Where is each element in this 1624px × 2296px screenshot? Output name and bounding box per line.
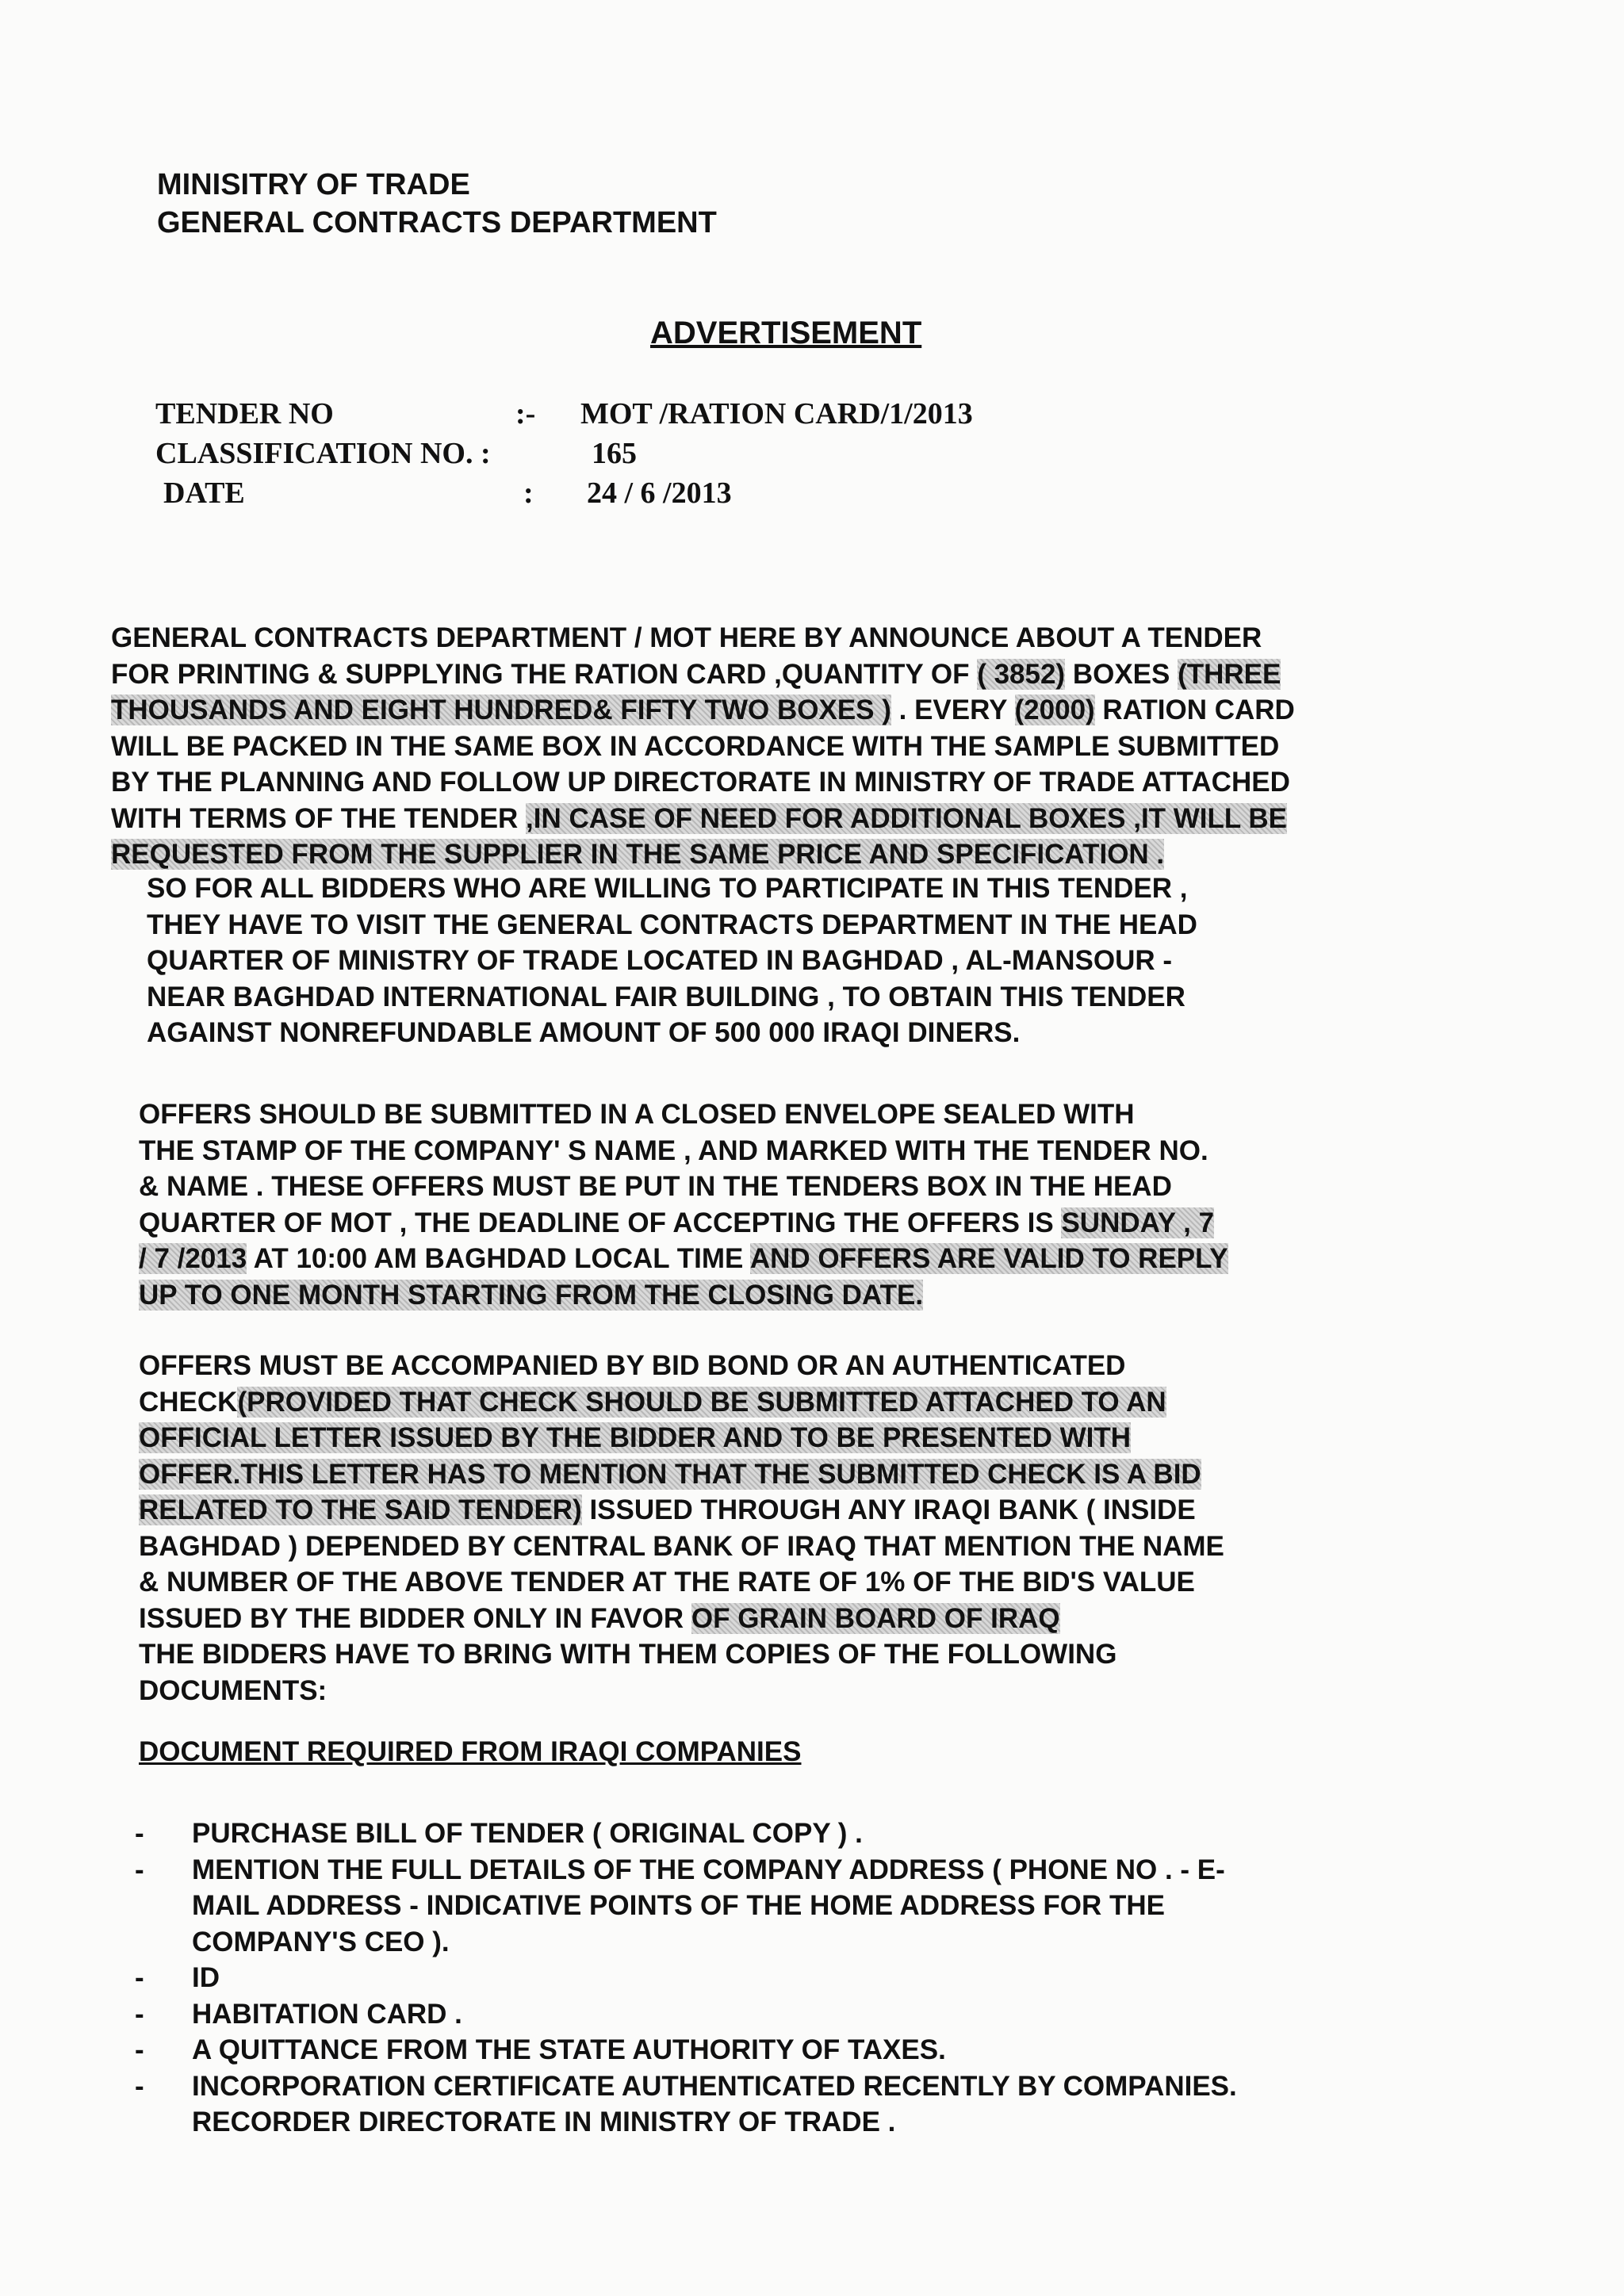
text-segment: SO FOR ALL BIDDERS WHO ARE WILLING TO PARTICIPATE IN THIS TENDER , xyxy=(147,873,1188,904)
text-segment: AGAINST NONREFUNDABLE AMOUNT OF 500 000 IRAQI DINERS. xyxy=(147,1017,1021,1048)
highlighted-text: OF GRAIN BOARD OF IRAQ xyxy=(691,1602,1060,1634)
document-item-text: HABITATION CARD . xyxy=(192,1998,462,2030)
paragraph-line xyxy=(139,1096,1423,1133)
highlighted-text: ,IN CASE OF NEED FOR ADDITIONAL BOXES ,IT WILL BE xyxy=(526,802,1288,834)
text-segment: WILL BE PACKED IN THE SAME BOX IN ACCORDANCE WITH THE SAMPLE SUBMITTED xyxy=(111,730,1280,762)
text-segment: & NAME . THESE OFFERS MUST BE PUT IN THE TENDERS BOX IN THE HEAD xyxy=(139,1171,1172,1202)
text-segment: BOXES xyxy=(1065,658,1178,690)
date-value: 24 / 6 /2013 xyxy=(587,476,732,510)
text-segment: RATION CARD xyxy=(1094,695,1295,725)
highlighted-text: AND OFFERS ARE VALID TO REPLY xyxy=(749,1243,1228,1274)
list-dash: - xyxy=(135,1998,144,2030)
text-segment: DOCUMENTS: xyxy=(139,1674,327,1706)
tender-no-label: TENDER NO xyxy=(155,397,334,430)
text-segment: QUARTER OF MINISTRY OF TRADE LOCATED IN BAGHDAD , AL-MANSOUR - xyxy=(147,945,1173,976)
paragraph-line xyxy=(139,1456,1423,1493)
paragraph-line xyxy=(139,1601,1423,1637)
paragraph-line xyxy=(139,1564,1423,1601)
text-segment: & NUMBER OF THE ABOVE TENDER AT THE RATE OF 1% OF THE BID'S VALUE xyxy=(139,1567,1195,1598)
text-segment: AT 10:00 AM BAGHDAD LOCAL TIME xyxy=(247,1243,750,1274)
paragraph-line xyxy=(147,871,1431,907)
highlighted-text: RELATED TO THE SAID TENDER) xyxy=(139,1494,582,1525)
paragraph-line xyxy=(139,1529,1423,1565)
paragraph-line xyxy=(111,692,1475,729)
announcement-paragraph xyxy=(111,620,1475,873)
highlighted-text: THOUSANDS AND EIGHT HUNDRED& FIFTY TWO BOXES ) xyxy=(111,695,891,725)
paragraph-line xyxy=(147,1015,1431,1051)
list-dash: - xyxy=(135,1818,144,1849)
paragraph-line xyxy=(139,1241,1423,1277)
paragraph-line xyxy=(147,979,1431,1016)
classification-no-value: 165 xyxy=(592,437,637,470)
paragraph-line xyxy=(139,1673,1423,1709)
text-segment: BY THE PLANNING AND FOLLOW UP DIRECTORATE IN MINISTRY OF TRADE ATTACHED xyxy=(111,767,1290,798)
document-item-text: A QUITTANCE FROM THE STATE AUTHORITY OF TAXES. xyxy=(192,2034,946,2065)
document-item-text: INCORPORATION CERTIFICATE AUTHENTICATED RECENTLY BY COMPANIES. xyxy=(192,2070,1237,2102)
highlighted-text: OFFICIAL LETTER ISSUED BY THE BIDDER AND TO BE PRESENTED WITH xyxy=(139,1422,1132,1453)
highlighted-text: UP TO ONE MONTH STARTING FROM THE CLOSING DATE. xyxy=(139,1279,924,1311)
classification-no-label: CLASSIFICATION NO. : xyxy=(155,437,491,470)
list-dash: - xyxy=(135,1854,144,1885)
document-item-text: ID xyxy=(192,1962,220,1993)
text-segment: ISSUED THROUGH ANY IRAQI BANK ( INSIDE xyxy=(581,1494,1196,1525)
paragraph-line xyxy=(111,656,1475,693)
document-item xyxy=(135,2032,1237,2068)
highlighted-text: (THREE xyxy=(1178,658,1281,690)
document-item xyxy=(135,1816,1237,1852)
paragraph-line xyxy=(111,836,1475,873)
text-segment: FOR PRINTING & SUPPLYING THE RATION CARD ,QUANTITY OF xyxy=(111,658,978,690)
date-sep: : xyxy=(523,476,534,510)
text-segment: BAGHDAD ) DEPENDED BY CENTRAL BANK OF IRAQ THAT MENTION THE NAME xyxy=(139,1530,1224,1562)
text-segment: OFFERS SHOULD BE SUBMITTED IN A CLOSED ENVELOPE SEALED WITH xyxy=(139,1099,1135,1130)
documents-heading: DOCUMENT REQUIRED FROM IRAQI COMPANIES xyxy=(139,1736,802,1767)
highlighted-text: OFFER.THIS LETTER HAS TO MENTION THAT THE SUBMITTED CHECK IS A BID xyxy=(139,1458,1201,1490)
paragraph-line xyxy=(111,801,1475,837)
text-segment: QUARTER OF MOT , THE DEADLINE OF ACCEPTING THE OFFERS IS xyxy=(139,1207,1062,1238)
paragraph-line xyxy=(139,1636,1423,1673)
highlighted-text: (PROVIDED THAT CHECK SHOULD BE SUBMITTED ATTACHED TO AN xyxy=(237,1386,1166,1418)
text-segment: NEAR BAGHDAD INTERNATIONAL FAIR BUILDING , TO OBTAIN THIS TENDER xyxy=(147,981,1185,1012)
highlighted-text: REQUESTED FROM THE SUPPLIER IN THE SAME PRICE AND SPECIFICATION . xyxy=(111,839,1165,870)
highlighted-text: SUNDAY , 7 xyxy=(1061,1207,1215,1238)
text-segment: THE BIDDERS HAVE TO BRING WITH THEM COPIES OF THE FOLLOWING xyxy=(139,1639,1117,1670)
ministry-name: MINISITRY OF TRADE xyxy=(157,168,470,201)
bidders-visit-paragraph xyxy=(147,871,1431,1051)
highlighted-text: (2000) xyxy=(1014,695,1095,725)
document-item-text: COMPANY'S CEO ). xyxy=(192,1926,450,1957)
document-item-text: MENTION THE FULL DETAILS OF THE COMPANY ADDRESS ( PHONE NO . - E- xyxy=(192,1854,1225,1885)
paragraph-line xyxy=(139,1133,1423,1169)
text-segment: OFFERS MUST BE ACCOMPANIED BY BID BOND OR AN AUTHENTICATED xyxy=(139,1350,1126,1381)
paragraph-line xyxy=(111,764,1475,801)
highlighted-text: ( 3852) xyxy=(977,658,1066,690)
paragraph-line xyxy=(139,1492,1423,1529)
paragraph-line xyxy=(139,1420,1423,1456)
paragraph-line xyxy=(147,907,1431,943)
document-item-text: RECORDER DIRECTORATE IN MINISTRY OF TRADE . xyxy=(192,2107,896,2137)
list-dash: - xyxy=(135,1962,144,1993)
paragraph-line xyxy=(147,943,1431,979)
highlighted-text: / 7 /2013 xyxy=(139,1243,247,1274)
text-segment: WITH TERMS OF THE TENDER xyxy=(111,802,527,834)
offers-submission-paragraph xyxy=(139,1096,1423,1313)
bid-bond-paragraph xyxy=(139,1348,1423,1709)
text-segment: . EVERY xyxy=(891,695,1015,725)
document-item xyxy=(135,1996,1237,2033)
text-segment: GENERAL CONTRACTS DEPARTMENT / MOT HERE BY ANNOUNCE ABOUT A TENDER xyxy=(111,622,1262,653)
tender-no-sep: :- xyxy=(515,397,536,430)
list-dash: - xyxy=(135,2034,144,2065)
paragraph-line xyxy=(139,1205,1423,1242)
document-item-text: PURCHASE BILL OF TENDER ( ORIGINAL COPY ) . xyxy=(192,1818,863,1849)
paragraph-line xyxy=(111,729,1475,765)
text-segment: CHECK xyxy=(139,1386,238,1418)
document-item-text: MAIL ADDRESS - INDICATIVE POINTS OF THE HOME ADDRESS FOR THE xyxy=(192,1890,1165,1921)
paragraph-line xyxy=(139,1169,1423,1205)
date-label: DATE xyxy=(163,476,245,510)
text-segment: THEY HAVE TO VISIT THE GENERAL CONTRACTS DEPARTMENT IN THE HEAD xyxy=(147,909,1197,940)
paragraph-line xyxy=(139,1277,1423,1314)
paragraph-line xyxy=(139,1384,1423,1421)
tender-no-value: MOT /RATION CARD/1/2013 xyxy=(580,397,973,430)
text-segment: THE STAMP OF THE COMPANY' S NAME , AND MARKED WITH THE TENDER NO. xyxy=(139,1135,1208,1166)
department-name: GENERAL CONTRACTS DEPARTMENT xyxy=(157,206,717,239)
documents-list xyxy=(135,1816,1237,2141)
document-item xyxy=(135,2068,1237,2141)
text-segment: ISSUED BY THE BIDDER ONLY IN FAVOR xyxy=(139,1602,691,1634)
paragraph-line xyxy=(111,620,1475,656)
document-item xyxy=(135,1960,1237,1996)
paragraph-line xyxy=(139,1348,1423,1384)
document-item xyxy=(135,1852,1237,1961)
list-dash: - xyxy=(135,2070,144,2102)
advertisement-title: ADVERTISEMENT xyxy=(650,316,922,350)
